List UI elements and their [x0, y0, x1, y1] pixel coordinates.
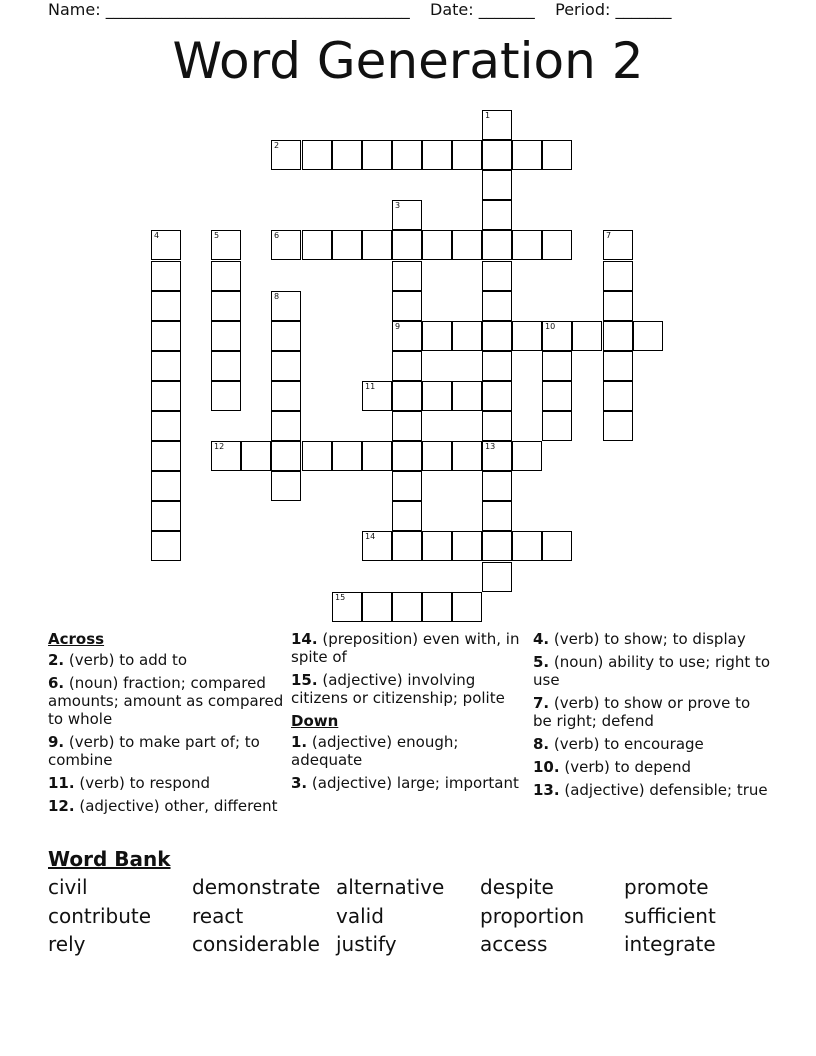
grid-cell[interactable] — [151, 291, 181, 321]
grid-cell[interactable] — [603, 230, 633, 260]
grid-cell[interactable] — [542, 230, 572, 260]
down-clue-list-continued — [533, 630, 773, 799]
date-label: Date: — [430, 0, 474, 19]
word-bank-item: civil — [48, 875, 88, 899]
grid-cell[interactable] — [392, 531, 422, 561]
grid-cell[interactable] — [362, 230, 392, 260]
grid-cell[interactable] — [603, 411, 633, 441]
grid-cell[interactable] — [271, 321, 301, 351]
grid-cell[interactable] — [452, 230, 482, 260]
grid-cell[interactable] — [512, 140, 542, 170]
grid-cell[interactable] — [512, 321, 542, 351]
grid-cell[interactable] — [362, 531, 392, 561]
clue-number: 8. — [533, 735, 550, 753]
period-label: Period: — [555, 0, 611, 19]
grid-cell[interactable] — [151, 411, 181, 441]
across-clue-list-continued — [291, 630, 531, 707]
grid-cell[interactable] — [452, 140, 482, 170]
grid-cell[interactable] — [211, 230, 241, 260]
word-bank-item: despite — [480, 875, 554, 899]
clue — [48, 674, 288, 728]
grid-cell[interactable] — [542, 411, 572, 441]
grid-cell[interactable] — [482, 200, 512, 230]
clues-column-2 — [291, 630, 531, 797]
grid-cell[interactable] — [422, 381, 452, 411]
clue-text: (adjective) enough; adequate — [291, 733, 459, 769]
word-bank-item: react — [192, 903, 244, 928]
clue-number-label: 5 — [214, 231, 220, 240]
clue-number: 2. — [48, 651, 65, 669]
word-bank — [48, 873, 768, 959]
clue-number-label: 4 — [154, 231, 160, 240]
clue — [48, 733, 288, 769]
word-bank-item: sufficient — [624, 903, 716, 928]
grid-cell[interactable] — [542, 140, 572, 170]
word-bank-item: justify — [336, 932, 397, 956]
grid-cell[interactable] — [302, 441, 332, 471]
grid-cell[interactable] — [603, 291, 633, 321]
grid-cell[interactable] — [482, 441, 512, 471]
clue-text: (adjective) large; important — [311, 774, 519, 792]
word-bank-item: proportion — [480, 903, 585, 928]
grid-cell[interactable] — [151, 471, 181, 501]
grid-cell[interactable] — [302, 230, 332, 260]
grid-cell[interactable] — [211, 321, 241, 351]
grid-cell[interactable] — [482, 351, 512, 381]
grid-cell[interactable] — [392, 321, 422, 351]
grid-cell[interactable] — [542, 381, 572, 411]
clue — [533, 758, 773, 776]
clue-text: (verb) to depend — [564, 758, 691, 776]
grid-cell[interactable] — [211, 381, 241, 411]
grid-cell[interactable] — [332, 441, 362, 471]
clue — [291, 671, 531, 707]
word-bank-item: promote — [624, 875, 709, 899]
grid-cell[interactable] — [271, 411, 301, 441]
across-clue-list — [48, 651, 288, 815]
grid-cell[interactable] — [362, 441, 392, 471]
grid-cell[interactable] — [572, 321, 602, 351]
grid-cell[interactable] — [151, 531, 181, 561]
clue — [291, 733, 531, 769]
clue-text: (noun) fraction; compared amounts; amount as compared to whole — [48, 674, 284, 728]
grid-cell[interactable] — [362, 140, 392, 170]
grid-cell[interactable] — [151, 351, 181, 381]
clue-number: 11. — [48, 774, 75, 792]
clue-number: 4. — [533, 630, 550, 648]
grid-cell[interactable] — [392, 351, 422, 381]
clue — [48, 651, 288, 669]
grid-cell[interactable] — [392, 501, 422, 531]
clue — [533, 781, 773, 799]
word-bank-item: rely — [48, 932, 86, 956]
clue-number-label: 14 — [365, 532, 376, 541]
clue-number-label: 2 — [274, 141, 280, 150]
down-heading: Down — [291, 712, 339, 730]
clue-text: (verb) to show; to display — [553, 630, 746, 648]
grid-cell[interactable] — [332, 592, 362, 622]
clue-text: (preposition) even with, in spite of — [291, 630, 520, 666]
word-bank-item: integrate — [624, 932, 716, 956]
clue-number: 9. — [48, 733, 65, 751]
grid-cell[interactable] — [211, 351, 241, 381]
grid-cell[interactable] — [482, 261, 512, 291]
grid-cell[interactable] — [512, 531, 542, 561]
clue-text: (noun) ability to use; right to use — [533, 653, 771, 689]
word-bank-item: alternative — [336, 875, 445, 899]
grid-cell[interactable] — [452, 381, 482, 411]
grid-cell[interactable] — [302, 140, 332, 170]
grid-cell[interactable] — [271, 351, 301, 381]
clue-number-label: 1 — [485, 111, 491, 120]
grid-cell[interactable] — [271, 381, 301, 411]
grid-cell[interactable] — [392, 230, 422, 260]
clue-number: 3. — [291, 774, 308, 792]
clue-number: 1. — [291, 733, 308, 751]
word-bank-item: contribute — [48, 903, 152, 928]
clue-number-label: 7 — [606, 231, 612, 240]
clue-text: (verb) to add to — [68, 651, 188, 669]
clues-column-3 — [533, 630, 773, 804]
grid-cell[interactable] — [482, 501, 512, 531]
clue-number: 7. — [533, 694, 550, 712]
clue-number-label: 3 — [395, 201, 401, 210]
clue — [291, 630, 531, 666]
clue-number-label: 8 — [274, 292, 280, 301]
grid-cell[interactable] — [332, 230, 362, 260]
grid-cell[interactable] — [151, 501, 181, 531]
clue-number: 15. — [291, 671, 318, 689]
period-blank[interactable]: _______ — [615, 0, 672, 19]
grid-cell[interactable] — [452, 531, 482, 561]
down-clue-list — [291, 733, 531, 792]
grid-cell[interactable] — [362, 381, 392, 411]
grid-cell[interactable] — [482, 471, 512, 501]
grid-cell[interactable] — [603, 321, 633, 351]
grid-cell[interactable] — [482, 562, 512, 592]
grid-cell[interactable] — [392, 592, 422, 622]
grid-cell[interactable] — [362, 592, 392, 622]
clue — [291, 774, 531, 792]
clue-number: 10. — [533, 758, 560, 776]
clues-column-1 — [48, 630, 288, 820]
grid-cell[interactable] — [271, 140, 301, 170]
grid-cell[interactable] — [603, 351, 633, 381]
clue-text: (verb) to show or prove to be right; defend — [533, 694, 751, 730]
grid-cell[interactable] — [392, 140, 422, 170]
clue-number-label: 13 — [485, 442, 496, 451]
grid-cell[interactable] — [211, 291, 241, 321]
grid-cell[interactable] — [482, 381, 512, 411]
clue-text: (verb) to encourage — [553, 735, 704, 753]
name-blank[interactable]: ______________________________________ — [105, 0, 410, 19]
grid-cell[interactable] — [392, 411, 422, 441]
grid-cell[interactable] — [482, 531, 512, 561]
grid-cell[interactable] — [392, 441, 422, 471]
grid-cell[interactable] — [603, 381, 633, 411]
clue-text: (adjective) other, different — [79, 797, 278, 815]
grid-cell[interactable] — [482, 321, 512, 351]
grid-cell[interactable] — [211, 441, 241, 471]
grid-cell[interactable] — [151, 230, 181, 260]
clue-number-label: 9 — [395, 322, 401, 331]
word-bank-title: Word Bank — [48, 847, 171, 871]
grid-cell[interactable] — [452, 441, 482, 471]
page-title: Word Generation 2 — [172, 32, 644, 90]
clue — [533, 630, 773, 648]
clue — [533, 653, 773, 689]
clue-number-label: 11 — [365, 382, 376, 391]
grid-cell[interactable] — [422, 531, 452, 561]
word-bank-item: access — [480, 932, 548, 956]
clue-number: 14. — [291, 630, 318, 648]
grid-cell[interactable] — [392, 471, 422, 501]
grid-cell[interactable] — [452, 592, 482, 622]
grid-cell[interactable] — [482, 170, 512, 200]
grid-cell[interactable] — [151, 381, 181, 411]
grid-cell[interactable] — [332, 140, 362, 170]
grid-cell[interactable] — [482, 411, 512, 441]
grid-cell[interactable] — [271, 471, 301, 501]
clue-number-label: 6 — [274, 231, 280, 240]
grid-cell[interactable] — [241, 441, 271, 471]
grid-cell[interactable] — [422, 230, 452, 260]
grid-cell[interactable] — [482, 230, 512, 260]
clue-number-label: 15 — [335, 593, 346, 602]
grid-cell[interactable] — [482, 110, 512, 140]
grid-cell[interactable] — [512, 230, 542, 260]
grid-cell[interactable] — [211, 261, 241, 291]
grid-cell[interactable] — [633, 321, 663, 351]
grid-cell[interactable] — [271, 441, 301, 471]
grid-cell[interactable] — [603, 261, 633, 291]
grid-cell[interactable] — [542, 351, 572, 381]
clue — [48, 797, 288, 815]
grid-cell[interactable] — [422, 140, 452, 170]
clue-number: 6. — [48, 674, 65, 692]
word-bank-item: considerable — [192, 932, 320, 956]
grid-cell[interactable] — [392, 381, 422, 411]
clue — [48, 774, 288, 792]
word-bank-item: demonstrate — [192, 875, 321, 899]
grid-cell[interactable] — [422, 592, 452, 622]
date-blank[interactable]: _______ — [478, 0, 535, 19]
word-bank-item: valid — [336, 903, 384, 928]
grid-cell[interactable] — [422, 321, 452, 351]
grid-cell[interactable] — [422, 441, 452, 471]
grid-cell[interactable] — [482, 291, 512, 321]
grid-cell[interactable] — [392, 261, 422, 291]
clue-number: 12. — [48, 797, 75, 815]
across-heading: Across — [48, 630, 105, 648]
grid-cell[interactable] — [482, 140, 512, 170]
clue-number: 5. — [533, 653, 550, 671]
grid-cell[interactable] — [151, 321, 181, 351]
name-label: Name: — [48, 0, 101, 19]
grid-cell[interactable] — [151, 441, 181, 471]
clue-text: (verb) to respond — [79, 774, 211, 792]
grid-cell[interactable] — [392, 200, 422, 230]
clue-number-label: 12 — [214, 442, 225, 451]
clue-text: (verb) to make part of; to combine — [48, 733, 260, 769]
grid-cell[interactable] — [542, 321, 572, 351]
clue — [533, 735, 773, 753]
clue-number: 13. — [533, 781, 560, 799]
grid-cell[interactable] — [392, 291, 422, 321]
grid-cell[interactable] — [542, 531, 572, 561]
grid-cell[interactable] — [151, 261, 181, 291]
clue-text: (adjective) involving citizens or citizenship; polite — [291, 671, 505, 707]
clue-number-label: 10 — [545, 322, 556, 331]
grid-cell[interactable] — [271, 230, 301, 260]
clue — [533, 694, 773, 730]
grid-cell[interactable] — [271, 291, 301, 321]
clue-text: (adjective) defensible; true — [564, 781, 768, 799]
grid-cell[interactable] — [512, 441, 542, 471]
header-fields — [48, 0, 671, 19]
grid-cell[interactable] — [452, 321, 482, 351]
